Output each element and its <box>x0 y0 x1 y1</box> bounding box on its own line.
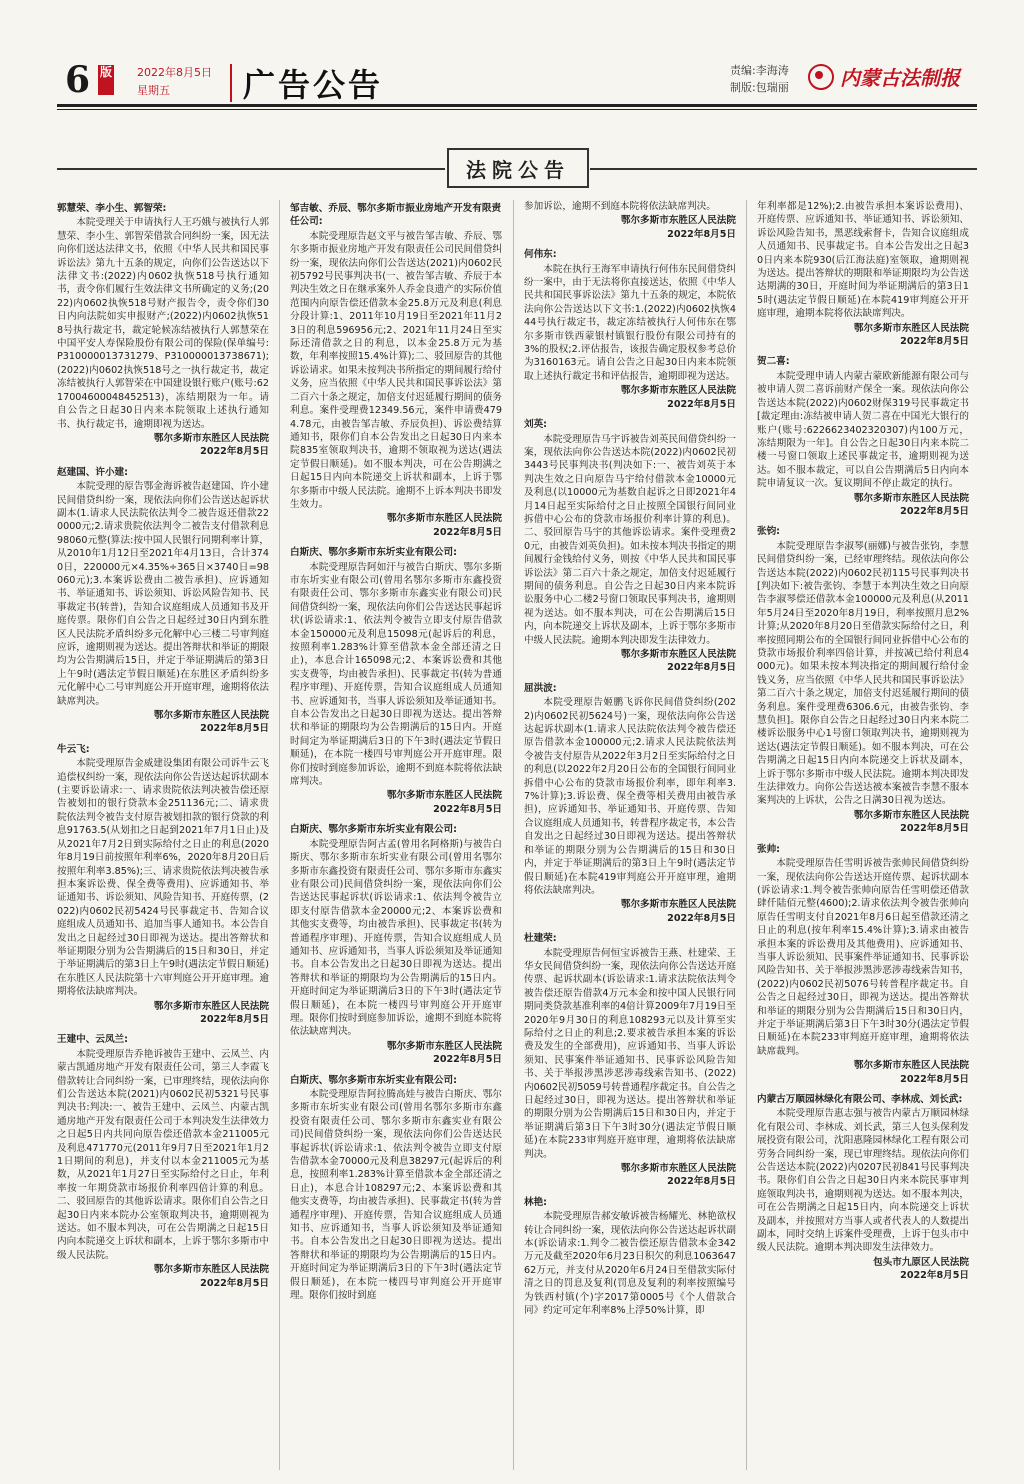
notice-body: 本院受理原告任雪明诉被告张帅民间借贷纠纷一案，现依法向你公告送达开庭传票、起诉状副本(诉讼请求:1.判令被告张帅向原告任雪明偿还借款肆仟陆佰元整(4600);2.请求依法判令被告张帅向原告任雪明支付自2021年8月6日起至借款还清之日止的利息(按年利率15.4%计算);3.请求由被告承担本案的诉讼费用及其他费用)、应诉通知书、当事人诉讼须知、民事案件举证通知书、民事诉讼风险告知书、关于举报涉黑涉恶涉毒线索告知书，(2022)内0602民初5076号转普程序裁定书。自公告之日起经过30日，即视为送达。提出答辩状和举证的期限分别为公告期满后15日和30日内，并定于举证期满后第3日下午3时30分(遇法定节假日顺延)在本院233审判庭开庭审理，逾期将依法缺席裁判。 <box>757 858 969 1057</box>
notice-addressee: 赵建国、许小建: <box>57 466 128 478</box>
notice-date: 2022年8月5日 <box>667 912 736 924</box>
court-notice <box>290 546 502 816</box>
notice-body: 本院受理原告李淑琴(丽娜)与被告张钧，李慧民间借贷纠纷一案，已经审理终结。现依法向你公告送达本院(2022)内0602民初115号民事判决书[判决如下:被告张钧、李慧于本判决生效之日向原告李淑琴偿还借款本金100000元及利息(从2011年5月24日至2020年8月19日，利率按照月息2%计算;从2020年8月20日至借款实际给付之日，利率按照同期公布的全国银行间同业拆借中心公布的贷款市场报价利率四倍计算，并按减已给付利息4000元)。如果未按本判决指定的期间履行给付金钱义务，应当依照《中华人民共和国民事诉讼法》第二百六十条之规定，加倍支付迟延履行期间的债务利息。案件受理费6306.6元，由被告张钧、李慧负担]。限你自公告之日起经过30日内来本院二楼诉讼服务中心1号窗口领取判决书，逾期则视为送达(遇法定节假日顺延)。如不服本判决，可在公告期满之日起15日内向本院递交上诉状及副本，上诉于鄂尔多斯市中级人民法院。逾期本判决即发生法律效力。向你公告送达被本案被告李慧不服本案判决的上诉状，公告之日满30日视为送达。 <box>757 540 969 807</box>
banner-title: 法院公告 <box>447 148 589 188</box>
court-notice <box>757 200 969 348</box>
court-notice <box>524 1196 736 1318</box>
notice-court: 鄂尔多斯市东胜区人民法院 <box>153 710 269 722</box>
notice-date: 2022年8月5日 <box>200 446 269 458</box>
column-divider <box>279 200 280 1470</box>
court-notice <box>524 418 736 675</box>
court-notice <box>57 202 269 459</box>
notice-court: 鄂尔多斯市东胜区人民法院 <box>386 1040 502 1052</box>
masthead-divider <box>230 64 232 102</box>
notice-date: 2022年8月5日 <box>200 1277 269 1289</box>
notice-body: 本院在执行王海军申请执行何伟东民间借贷纠纷一案中，由于无法将你直接送达，依照《中华人民共和国民事诉讼法》第九十五条的规定，本院依法向你公告送达以下文书:1.(2022)内0602执恢444号执行裁定书，裁定冻结被执行人何伟东在鄂尔多斯市铁西蒙银村镇银行股份有限公司持有的3%的股权;2.评估报告，该报告确定股权参考总价为3160163元。请自公告之日起30日内来本院领取上述执行裁定书和评估报告，逾期即视为送达。 <box>524 263 736 382</box>
notice-addressee: 白斯庆、鄂尔多斯市东圻实业有限公司: <box>290 824 457 836</box>
notice-addressee: 白斯庆、鄂尔多斯市东圻实业有限公司: <box>290 547 457 559</box>
court-notice <box>524 200 736 241</box>
notice-court: 鄂尔多斯市东胜区人民法院 <box>153 1264 269 1276</box>
notice-addressee: 内蒙古万顺园林绿化有限公司、李林成、刘长武: <box>757 1094 963 1105</box>
page-number-badge <box>57 60 122 100</box>
notice-body: 本院受理关于申请执行人王巧娥与被执行人郭慧荣、李小生、郭智荣借款合同纠纷一案，因无法向你们送达法律文书，依照《中华人民共和国民事诉讼法》第九十五条的规定，向你们公告送达以下法律文书:(2022)内0602执恢518号执行通知书，责令你们履行生效法律文书所确定的义务;(2022)内0602执恢518号财产报告令，责令你们30日内向法院如实申报财产;(2022)内0602执恢518号执行裁定书，裁定轮候冻结被执行人郭慧荣在中国平安人寿保险股份有限公司的保险(保单编号:P310000013731279、P310000013738671);(2022)内0602执恢518号之一执行裁定书，裁定冻结被执行人郭智荣在中国建设银行账户(账号:6217004600048452513)，冻结期限为一年。请自公告之日起30日内来本院领取上述执行通知书、执行裁定书，逾期即视为送达。 <box>57 217 269 430</box>
court-notice <box>290 202 502 539</box>
notice-addressee: 张钧: <box>757 526 781 538</box>
notice-date: 2022年8月5日 <box>900 1270 969 1282</box>
notice-court: 鄂尔多斯市东胜区人民法院 <box>386 513 502 525</box>
column-2 <box>290 200 502 1478</box>
notice-court: 鄂尔多斯市东胜区人民法院 <box>620 215 736 227</box>
notice-court: 鄂尔多斯市东胜区人民法院 <box>853 1060 969 1072</box>
notice-date: 2022年8月5日 <box>433 803 502 815</box>
notice-body: 本院受理原告马宇诉被告刘英民间借贷纠纷一案，现依法向你公告送达本院(2022)内0602民初3443号民事判决书(判决如下:一、被告刘英于本判决生效之日向原告马宇给付借款本金10000元及利息(以10000元为基数自起诉之日即2021年4月14日起至实际给付之日止按照全国银行间同业拆借中心公布的贷款市场报价利率计算的利息)。二、驳回原告马宇的其他诉讼请求。案件受理费20元，由被告刘英负担)。如未按本判决书指定的期间履行金钱给付义务，则按《中华人民共和国民事诉讼法》第二百六十条之规定，加倍支付迟延履行期间的债务利息。自公告之日起30日内来本院诉讼服务中心二楼2号窗口领取民事判决书，逾期则视为送达。如不服本判决，可在公告期满后15日内，向本院递交上诉状及副本，上诉于鄂尔多斯市中级人民法院。逾期本判决即发生法律效力。 <box>524 433 736 646</box>
court-notice <box>757 843 969 1086</box>
notice-date: 2022年8月5日 <box>667 228 736 240</box>
header-rule-thin <box>57 109 977 110</box>
notice-body: 本院受理申请人内蒙古蒙欧新能源有限公司与被申请人贺二喜诉前财产保全一案。现依法向你公告送达本院(2022)内0602财保319号民事裁定书[裁定理由:冻结被申请人贺二喜在中国光大银行的账户(账号:6226623402320307)内100万元，冻结期限为一年]。自公告之日起30日内来本院二楼一号窗口领取上述民事裁定书，逾期则视为送达。如不服本裁定，可以自公告期满后5日内向本院申请复议一次。复议期间不停止裁定的执行。 <box>757 370 969 490</box>
paper-name: 内蒙古法制报 <box>840 66 960 90</box>
notice-date: 2022年8月5日 <box>433 526 502 538</box>
banner-line-right <box>590 168 977 170</box>
notice-date: 2022年8月5日 <box>667 398 736 410</box>
court-notice <box>57 466 269 736</box>
notice-body: 本院受理原告乔艳诉被告王建中、云凤兰、内蒙古凯通房地产开发有限责任公司，第三人李霞飞借款转让合同纠纷一案，已审理终结，现依法向你们公告送达本院(2021)内0602民初5321号民事判决书:判决:一、被告王建中、云凤兰、内蒙古凯通房地产开发有限责任公司于本判决发生法律效力之日起5日内共同向原告偿还借款本金211005元及利息471770元(2011年9月7日至2021年1月21日期间的利息)，并支付以本金211005元为基数，从2021年1月27日至实际给付之日止，年利率按一年期贷款市场报价利率四倍计算的利息。二、驳回原告的其他诉讼请求。限你们自公告之日起30日内来本院办公室领取判决书，逾期则视为送达。如不服本判决，可在公告期满之日起15日内向本院递交上诉状和副本，上诉于鄂尔多斯市中级人民法院。 <box>57 1048 269 1261</box>
notice-date: 2022年8月5日 <box>667 662 736 674</box>
notice-body: 年利率都是12%);2.由被告承担本案诉讼费用)、开庭传票、应诉通知书、举证通知书、诉讼须知、诉讼风险告知书，黑恶线索督卡，告知合议庭组成人员通知书、民事裁定书。自本公告发出之日起30日内来本院930(后江海法庭)室领取，逾期则视为送达。提出答辩状的期限和举证期限均为公告送达期满的30日，开庭时间为举证期满后的第3日15时(遇法定节假日顺延)在本院419审判庭公开开庭审理，逾期本院将依法缺席判决。 <box>757 201 969 320</box>
court-notice <box>524 932 736 1189</box>
notice-addressee: 贺二喜: <box>757 356 790 368</box>
notice-body: 本院受理的原告鄂金海诉被告赵建国、许小建民间借贷纠纷一案，现依法向你们公告送达起诉状副本(1.请求人民法院依法判令二被告返还借款220000元;2.请求贵院依法判令二被告支付借款利息98060元整(算法:按中国人民银行同期利率计算，从2010年1月12日至2021年4月13日，合计3740日，220000元×4.35%÷365日×3740日=98060元);3.本案诉讼费由二被告承担)、应诉通知书、举证通知书、诉讼须知、诉讼风险告知书、民事裁定书(转普)，告知合议庭组成人员通知书及开庭传票。限你们自公告之日起经过30日内到东胜区人民法院矛盾纠纷多元化解中心三楼二号审判庭应诉，逾期则视为送达。提出答辩状和举证的期限均为公告期满后15日，并定于举证期满后的第3日上午9时(遇法定节假日顺延)在东胜区矛盾纠纷多元化解中心二号审判庭公开开庭审理，逾期将依法缺席判决。 <box>57 481 269 707</box>
court-notice <box>57 1033 269 1290</box>
paper-brand <box>808 62 960 91</box>
court-notice <box>757 525 969 835</box>
notice-body: 本院受理原告阿如汗与被告白斯庆、鄂尔多斯市东圻实业有限公司(曾用名鄂尔多斯市东鑫投资有限责任公司、鄂尔多斯市东鑫实业有限公司)民间借贷纠纷一案，现依法向你们公告送达民事起诉状(诉讼请求:1、依法判令被告立即支付原告借款本金150000元及利息15098元(起诉后的利息，按照利率1.283%计算至借款本金全部还清之日止)，本息合计165098元;2、本案诉讼费和其他实支费等，均由被告承担)、民事裁定书(转为普通程序审理)、开庭传票，告知合议庭组成人员通知书、应诉通知书，当事人诉讼须知及举证通知书。自本公告发出之日起30日即视为送达。提出答辩状和举证的期限均为公告期满后的15日内。开庭时间定为举证期满后3日的下午3时(遇法定节假日顺延)，在本院一楼四号审判庭公开开庭审理。限你们按时到庭参加诉讼，逾期不到庭本院将依法缺席判决。 <box>290 561 502 788</box>
issue-date <box>137 64 212 100</box>
notice-addressee: 邹吉敏、乔辰、鄂尔多斯市振业房地产开发有限责任公司: <box>290 203 502 228</box>
court-notice <box>524 248 736 411</box>
brand-logo-icon <box>808 64 834 90</box>
notice-addressee: 王建中、云凤兰: <box>57 1034 128 1046</box>
court-notice <box>524 682 736 925</box>
section-title: 广告公告 <box>243 66 384 104</box>
notice-court: 鄂尔多斯市东胜区人民法院 <box>153 1000 269 1012</box>
court-notice <box>290 823 502 1066</box>
column-1 <box>57 200 269 1478</box>
notice-addressee: 林艳: <box>524 1196 548 1208</box>
notice-date: 2022年8月5日 <box>900 336 969 348</box>
notice-body: 本院受理原告姬鹏飞诉你民间借贷纠纷(2022)内0602民初5624号)一案，现依法向你公告送达起诉状副本(1.请求人民法院依法判令被告偿还原告借款本金100000元;2.请求人民法院依法判令被告支付原告从2022年3月2日至实际给付之日的利息(以2022年2月20日公布的全国银行间同业拆借中心公布的贷款市场报价利率，即年利率3.7%计算);3.诉讼费、保全费等相关费用由被告承担)，应诉通知书、举证通知书、开庭传票、告知合议庭组成人员通知书，转普程序裁定书，本公告自发出之日起经过30日即视为送达。提出答辩状和举证的期限分别为公告期满后的15日和30日内，并定于举证期满后的第3日上午9时(遇法定节假日顺延)在本院419审判庭公开开庭审理，逾期将依法缺席判决。 <box>524 697 736 896</box>
editor-credits <box>730 62 789 96</box>
notice-addressee: 何伟东: <box>524 249 557 261</box>
column-4 <box>757 200 969 1478</box>
notice-court: 鄂尔多斯市东胜区人民法院 <box>620 649 736 660</box>
column-divider <box>513 200 514 1470</box>
notice-addressee: 杜建荣: <box>524 933 557 945</box>
column-3 <box>524 200 736 1478</box>
column-divider <box>746 200 747 1470</box>
notice-body: 本院受理原告赵文平与被告邹吉敏、乔辰、鄂尔多斯市振业房地产开发有限责任公司民间借贷纠纷一案，现依法向你们公告送达(2021)内0602民初5792号民事判决书(一、被告邹吉敏、乔辰于本判决生效之日在继承案外人乔金良遗产的实际价值范围内向原告偿还借款本金25.8万元及利息(利息分段计算:1、2011年10月19日至2021年11月23日的利息596956元;2、2021年11月24日至实际还清借款之日的利息，以本金25.8万元为基数，年利率按照15.4%计算);二、驳回原告的其他诉讼请求。如果未按判决书所指定的期间履行给付义务，应当依照《中华人民共和国民事诉讼法》第二百六十条之规定，加倍支付迟延履行期间的债务利息。案件受理费12349.56元，案件申请费4794.78元，由被告邹吉敏、乔辰负担)、诉讼费结算通知书，限你们自本公告发出之日起30日内来本院835室领取判决书，逾期不领取视为送达(遇法定节假日顺延)。如不服本判决，可在公告期满之日起15日内向本院递交上诉状和副本，上诉于鄂尔多斯市中级人民法院。逾期不上诉本判决书即发生效力。 <box>290 230 502 510</box>
notice-court: 包头市九原区人民法院 <box>873 1256 969 1268</box>
page-suffix: 版 <box>98 65 114 95</box>
notice-court: 鄂尔多斯市东胜区人民法院 <box>853 492 969 504</box>
court-notice <box>757 1093 969 1283</box>
court-notice <box>757 355 969 518</box>
notice-date: 2022年8月5日 <box>900 823 969 835</box>
notice-date: 2022年8月5日 <box>900 1073 969 1085</box>
notice-court: 鄂尔多斯市东胜区人民法院 <box>620 1163 736 1175</box>
notice-court: 鄂尔多斯市东胜区人民法院 <box>620 385 736 397</box>
notice-date: 2022年8月5日 <box>433 1054 502 1066</box>
notice-body: 本院受理原告郝安敏诉被告杨耀光、林艳欲权转让合同纠纷一案，现依法向你公告送达起诉状副本(诉讼请求:1.判令二被告偿还原告借款本金342万元及截至2020年6月23日积欠的利息106364762万元，并支付从2020年6月24日至借款实际付清之日的罚息及复利(罚息及复利的利率按照编号为铁西村镇(个)字2017第0005号《个人借款合同》约定可定年利率8%上浮50%计算，即 <box>524 1211 736 1317</box>
notice-date: 2022年8月5日 <box>200 723 269 735</box>
notice-body: 本院受理原告阿拉腾高娃与被告白斯庆、鄂尔多斯市东圻实业有限公司(曾用名鄂尔多斯市东鑫投资有限责任公司、鄂尔多斯市东鑫实业有限公司)民间借贷纠纷一案，现依法向你们公告送达民事起诉状(诉讼请求:1、依法判令被告立即支付原告借款本金70000元及利息38297元(起诉后的利息，按照利率1.283%计算至借款本金全部还清之日止)，本息合计108297元;2、本案诉讼费和其他实支费等，均由被告承担)、民事裁定书(转为普通程序审理)、开庭传票，告知合议庭组成人员通知书、应诉通知书，当事人诉讼须知及举证通知书。自本公告发出之日起30日即视为送达。提出答辩状和举证的期限均为公告期满后的15日内。开庭时间定为举证期满后3日的下午3时(遇法定节假日顺延)，在本院一楼四号审判庭公开开庭审理。限你们按时到庭 <box>290 1089 502 1302</box>
notice-addressee: 牛云飞: <box>57 743 90 755</box>
notice-body: 本院受理原告惠志强与被告内蒙古万顺园林绿化有限公司、李林成、刘长武，第三人包头保利发展投资有限公司，沈阳惠隆园林绿化工程有限公司劳务合同纠纷一案，现已审理终结。现依法向你们公告送达本院(2022)内0207民初841号民事判决书。限你们自公告之日起30日内来本院民事审判庭领取判决书，逾期则视为送达。如不服本判决，可在公告期满之日起15日内，向本院递交上诉状及副本，并按照对方当事人或者代表人的人数提出副本，同时交纳上诉案件受理费，上诉于包头市中级人民法院。逾期本判决即发生法律效力。 <box>757 1108 969 1254</box>
notice-court: 鄂尔多斯市东胜区人民法院 <box>153 432 269 444</box>
date: 2022年8月5日 <box>137 66 212 79</box>
notice-court: 鄂尔多斯市东胜区人民法院 <box>853 322 969 334</box>
masthead <box>0 0 1024 120</box>
notice-date: 2022年8月5日 <box>667 1176 736 1188</box>
notice-body: 本院受理原告何恒宝诉被告王燕、杜建荣、王华女民间借贷纠纷一案，现依法向你公告送达开庭传票、起诉状副本(诉讼请求:1.请求法院依法判令被告偿还原告借款4万元本金和按中国人民银行同期同类贷款基准利率的4倍计算2009年7月19日至2020年9月30日的利息108293元以及计算至实际给付之日止的利息;2.要求被告承担本案的诉讼费及发生的全部费用)，应诉通知书、当事人诉讼须知、民事案件举证通知书、民事诉讼风险告知书、关于举报涉黑涉恶涉毒线索告知书、(2022)内0602民初5059号转普通程序裁定书。自公告之日起经过30日，即视为送达。提出答辩状和举证的期限分别为公告期满后15日和30日内，并定于举证期满后第3日下午3时30分(遇法定节假日顺延)在本院233审判庭开庭审理，逾期将依法缺席判决。 <box>524 947 736 1160</box>
notice-court: 鄂尔多斯市东胜区人民法院 <box>386 790 502 802</box>
notice-court: 鄂尔多斯市东胜区人民法院 <box>620 899 736 911</box>
editor-line: 责编:李海涛 <box>730 64 789 77</box>
page-number: 6 <box>65 59 91 101</box>
notice-date: 2022年8月5日 <box>900 505 969 517</box>
notice-addressee: 白斯庆、鄂尔多斯市东圻实业有限公司: <box>290 1074 457 1086</box>
notice-addressee: 郭慧荣、李小生、郭智荣: <box>57 203 167 214</box>
notice-court: 鄂尔多斯市东胜区人民法院 <box>853 809 969 821</box>
header-rule <box>57 104 977 107</box>
notice-addressee: 刘英: <box>524 419 548 431</box>
court-notice <box>57 743 269 1027</box>
notice-addressee: 屈洪波: <box>524 682 557 694</box>
notice-addressee: 张帅: <box>757 843 781 855</box>
weekday: 星期五 <box>137 84 170 97</box>
notice-date: 2022年8月5日 <box>200 1013 269 1025</box>
banner-line-left <box>57 168 445 170</box>
notice-body: 本院受理原告金威建设集团有限公司诉牛云飞追偿权纠纷一案，现依法向你公告送达起诉状副本(主要诉讼请求:一、请求贵院依法判决被告偿还原告被划扣的银行贷款本金251136元;二、请求贵院依法判令被告支付原告被划扣款的银行贷款的利息91763.5(从划扣之日起到2021年7月1日止)及从2021年7月2日到实际给付之日止的利息(2020年8月19日前按照年利率6%，2020年8月20日后按照年利率3.85%);三、请求贵院依法判决被告承担本案诉讼费、保全费等费用)、应诉通知书、举证通知书、诉讼须知、风险告知书、开庭传票，(2022)内0602民初5424号民事裁定书、告知合议庭组成人员通知书、追加当事人通知书。本公告自发出之日起经过30日即视为送达。提出答辩状和举证期限分别为公告期满后的15日和30日，并定于举证期满后的第3日上午9时(遇法定节假日顺延)在东胜区人民法院第十六审判庭公开开庭审理。逾期将依法缺席判决。 <box>57 758 269 998</box>
notice-body: 本院受理原告阿古孟(曾用名阿格斯)与被告白斯庆、鄂尔多斯市东圻实业有限公司(曾用名鄂尔多斯市东鑫投资有限责任公司、鄂尔多斯市东鑫实业有限公司)民间借贷纠纷一案，现依法向你们公告送达民事起诉状(诉讼请求:1、依法判令被告立即支付原告借款本金20000元;2、本案诉讼费和其他实支费等，均由被告承担)、民事裁定书(转为普通程序审理)、开庭传票，告知合议庭组成人员通知书、应诉通知书，当事人诉讼须知及举证通知书。自本公告发出之日起30日即视为送达。提出答辩状和举证的期限均为公告期满后的15日内。开庭时间定为举证期满后3日的下午3时(遇法定节假日顺延)，在本院一楼四号审判庭公开开庭审理。限你们按时到庭参加诉讼，逾期不到庭本院将依法缺席判决。 <box>290 838 502 1038</box>
notice-body: 参加诉讼，逾期不到庭本院将依法缺席判决。 <box>524 201 716 212</box>
court-notice <box>290 1074 502 1303</box>
producer-line: 制版:包瑞丽 <box>730 81 789 94</box>
